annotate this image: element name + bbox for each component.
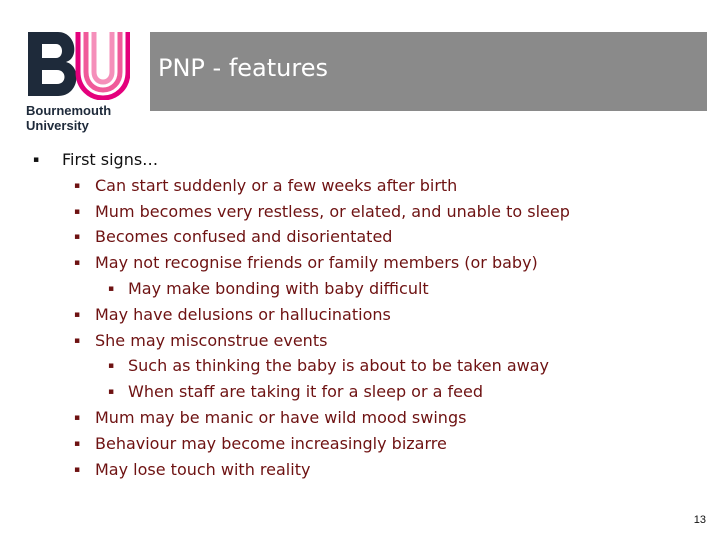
logo-line-1: Bournemouth bbox=[26, 103, 112, 118]
bullet-text: May lose touch with reality bbox=[95, 459, 311, 479]
bullet-marker-icon: ▪ bbox=[74, 464, 81, 475]
bullet-marker-icon: ▪ bbox=[74, 309, 81, 320]
bullet-marker-icon: ▪ bbox=[74, 232, 81, 243]
bullet-text: May not recognise friends or family members (or baby) bbox=[95, 253, 538, 273]
bullet-text: Behaviour may become increasingly bizarre bbox=[95, 433, 447, 453]
bullet-marker-icon: ▪ bbox=[74, 206, 81, 217]
bullet-text: Mum may be manic or have wild mood swings bbox=[95, 408, 467, 427]
bullet-text: May make bonding with baby difficult bbox=[128, 279, 429, 298]
bullet-marker-icon: ▪ bbox=[108, 284, 115, 294]
slide-title: PNP - features bbox=[158, 54, 328, 82]
bullet-text: First signs… bbox=[62, 150, 159, 169]
bullet-text: Mum becomes very restless, or elated, and unable to sleep bbox=[95, 201, 570, 221]
bullet-text: May have delusions or hallucinations bbox=[95, 304, 391, 324]
bullet-marker-icon: ▪ bbox=[33, 155, 40, 165]
bullet-marker-icon: ▪ bbox=[74, 438, 81, 449]
bullet-marker-icon: ▪ bbox=[108, 387, 115, 398]
bullet-text: She may misconstrue events bbox=[95, 330, 328, 350]
bullet-marker-icon: ▪ bbox=[74, 180, 81, 191]
bullet-marker-icon: ▪ bbox=[74, 258, 81, 269]
bullet-marker-icon: ▪ bbox=[74, 335, 81, 346]
bullet-marker-icon: ▪ bbox=[74, 413, 81, 423]
bullet-text: Can start suddenly or a few weeks after birth bbox=[95, 175, 458, 195]
page-number: 13 bbox=[693, 514, 706, 526]
logo-line-2: University bbox=[26, 118, 89, 133]
bullet-text: When staff are taking it for a sleep or a feed bbox=[128, 382, 483, 402]
bullet-text: Becomes confused and disorientated bbox=[95, 227, 393, 247]
bullet-marker-icon: ▪ bbox=[108, 361, 115, 372]
bullet-text: Such as thinking the baby is about to be taken away bbox=[128, 356, 550, 376]
